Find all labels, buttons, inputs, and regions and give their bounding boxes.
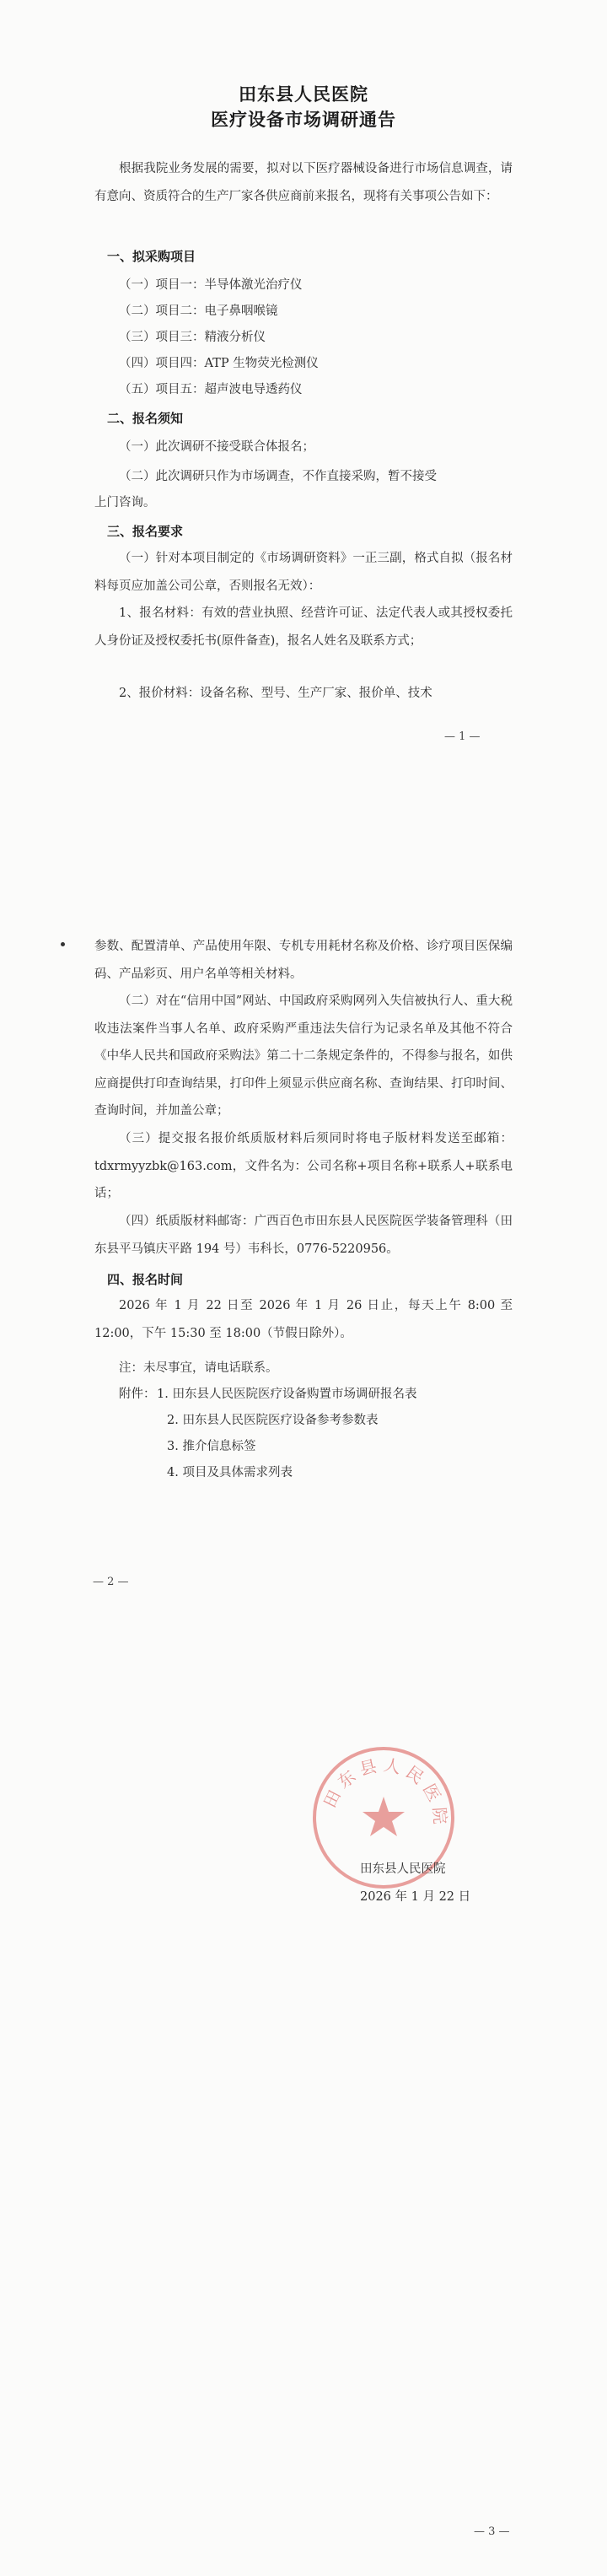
signature-org: 田东县人民医院 bbox=[360, 1862, 446, 1876]
section3-sub2-line1: 2、报价材料：设备名称、型号、生产厂家、报价单、技术 bbox=[119, 687, 432, 700]
attachment-item: 3. 推介信息标签 bbox=[167, 1440, 256, 1453]
attachment-item: 4. 项目及具体需求列表 bbox=[167, 1466, 293, 1479]
section2-heading: 二、报名须知 bbox=[107, 411, 184, 426]
section2-item2-line2: 上门咨询。 bbox=[94, 496, 156, 509]
section3-sub2-continued: 参数、配置清单、产品使用年限、专机专用耗材名称及价格、诊疗项目医保编码、产品彩页、用户名单等相关材料。 bbox=[94, 940, 513, 981]
intro-paragraph: 根据我院业务发展的需要，拟对以下医疗器械设备进行市场信息调查，请有意向、资质符合的生产厂家各供应商前来报名，现将有关事项公告如下： bbox=[94, 162, 513, 203]
section4-heading: 四、报名时间 bbox=[107, 1272, 184, 1287]
section2-item2-line1: （二）此次调研只作为市场调查，不作直接采购，暂不接受 bbox=[119, 470, 437, 483]
section3-item4: （四）纸质版材料邮寄：广西百色市田东县人民医院医学装备管理科（田东县平马镇庆平路 194 号）韦科长，0776-5220956。 bbox=[94, 1215, 513, 1256]
section1-item: （三）项目三：精液分析仪 bbox=[119, 331, 266, 344]
document-title-line2: 医疗设备市场调研通告 bbox=[211, 110, 396, 130]
page-number-1: — 1 — bbox=[444, 730, 481, 743]
section3-sub1: 1、报名材料：有效的营业执照、经营许可证、法定代表人或其授权委托人身份证及授权委托书(原件备查)，报名人姓名及联系方式； bbox=[94, 606, 513, 648]
section1-heading: 一、拟采购项目 bbox=[107, 249, 196, 264]
attachment-item: 1. 田东县人民医院医疗设备购置市场调研报名表 bbox=[157, 1388, 417, 1401]
section2-item1: （一）此次调研不接受联合体报名； bbox=[119, 440, 314, 454]
page-number-2: — 2 — bbox=[93, 1576, 129, 1588]
section1-item: （四）项目四：ATP 生物荧光检测仪 bbox=[119, 357, 319, 370]
section1-item: （一）项目一：半导体激光治疗仪 bbox=[119, 278, 303, 292]
attachment-item: 2. 田东县人民医院医疗设备参考参数表 bbox=[167, 1414, 379, 1427]
section4-text: 2026 年 1 月 22 日至 2026 年 1 月 26 日止，每天上午 8:00 至 12:00，下午 15:30 至 18:00（节假日除外）。 bbox=[94, 1299, 513, 1340]
signature-date: 2026 年 1 月 22 日 bbox=[360, 1890, 471, 1904]
attachments-label: 附件： bbox=[119, 1388, 156, 1401]
scan-speck bbox=[61, 942, 65, 946]
seal-text: 田东县人民医院 bbox=[319, 1754, 451, 1830]
page-number-3: — 3 — bbox=[474, 2525, 510, 2538]
note: 注：未尽事宜，请电话联系。 bbox=[119, 1361, 278, 1375]
section3-item3: （三）提交报名报价纸质版材料后须同时将电子版材料发送至邮箱：tdxrmyyzbk@163.com，文件名为：公司名称+项目名称+联系人+联系电话； bbox=[94, 1132, 513, 1200]
document-title-line1: 田东县人民医院 bbox=[239, 84, 368, 105]
section3-item2: （二）对在“信用中国”网站、中国政府采购网列入失信被执行人、重大税收违法案件当事人名单、政府采购严重违法失信行为记录名单及其他不符合《中华人民共和国政府采购法》第二十二条规定条件的，不得参与报名，如供应商提供打印查询结果，打印件上须显示供应商名称、查询结果、打印时间、查询时间，并加盖公章； bbox=[94, 994, 513, 1118]
section1-item: （五）项目五：超声波电导透药仪 bbox=[119, 383, 303, 396]
section3-heading: 三、报名要求 bbox=[107, 524, 184, 539]
section1-item: （二）项目二：电子鼻咽喉镜 bbox=[119, 304, 278, 318]
section3-item1: （一）针对本项目制定的《市场调研资料》一正三副，格式自拟（报名材料每页应加盖公司公章，否则报名无效）： bbox=[94, 552, 513, 593]
